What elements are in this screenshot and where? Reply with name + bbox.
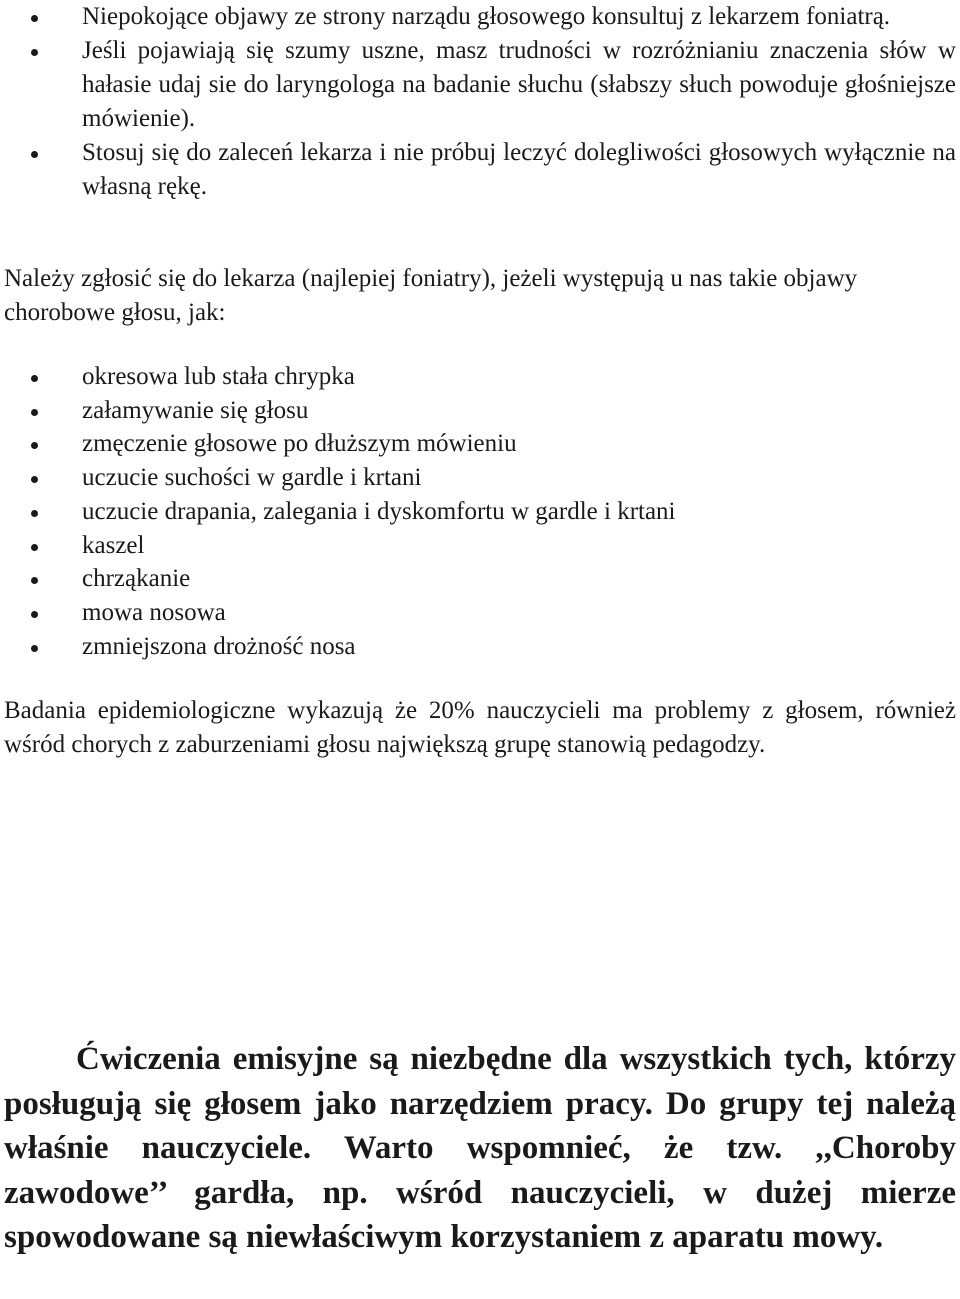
closing-paragraph: Ćwiczenia emisyjne są niezbędne dla wszystkich tych, którzy posługują się głosem jako narzędziem pracy. Do grupy tej należą właśnie nauczyciele. Warto wspomnieć, że tzw. ,,Choroby zawodowe’’ gardła, np. wśród nauczycieli, w dużej mierze spowodowane są niewłaściwym korzystaniem z aparatu mowy.: [4, 1041, 956, 1256]
intro-paragraph: Należy zgłosić się do lekarza (najlepiej foniatry), jeżeli występują u nas takie objawy chorobowe głosu, jak:: [4, 265, 858, 326]
list-item: [4, 34, 956, 136]
symptom-text: zmęczenie głosowe po dłuższym mówieniu: [82, 430, 517, 458]
symptom-text: kaszel: [82, 531, 145, 559]
symptom-item: [4, 495, 956, 529]
symptom-item: [4, 596, 956, 630]
symptom-item: [4, 394, 956, 428]
symptom-item: [4, 562, 956, 596]
bullet-icon: [31, 375, 38, 382]
symptom-text: zmniejszona drożność nosa: [82, 632, 356, 660]
advice-list: [4, 0, 956, 204]
symptom-item: [4, 360, 956, 394]
bullet-icon: [31, 544, 38, 551]
symptom-item: [4, 529, 956, 563]
bullet-icon: [31, 645, 38, 652]
statistics-paragraph: Badania epidemiologiczne wykazują że 20% nauczycieli ma problemy z głosem, również wśród chorych z zaburzeniami głosu największą grupę stanowią pedagodzy.: [4, 697, 956, 758]
symptom-text: uczucie drapania, zalegania i dyskomfortu w gardle i krtani: [82, 497, 676, 525]
bullet-icon: [31, 49, 38, 56]
symptom-item: [4, 427, 956, 461]
bullet-icon: [31, 611, 38, 618]
list-item: [4, 0, 956, 34]
symptom-text: uczucie suchości w gardle i krtani: [82, 464, 422, 492]
bullet-icon: [31, 442, 38, 449]
list-item-text: Niepokojące objawy ze strony narządu głosowego konsultuj z lekarzem foniatrą.: [82, 3, 891, 30]
symptom-text: mowa nosowa: [82, 598, 226, 626]
bullet-icon: [31, 476, 38, 483]
list-item-text: Stosuj się do zaleceń lekarza i nie próbuj leczyć dolegliwości głosowych wyłącznie na własną rękę.: [82, 139, 956, 200]
list-item: [4, 136, 956, 204]
list-item-text: Jeśli pojawiają się szumy uszne, masz trudności w rozróżnianiu znaczenia słów w hałasie udaj sie do laryngologa na badanie słuchu (słabszy słuch powoduje głośniejsze mówienie).: [82, 37, 956, 132]
symptom-item: [4, 461, 956, 495]
bullet-icon: [31, 577, 38, 584]
symptom-item: [4, 630, 956, 664]
bullet-icon: [31, 151, 38, 158]
bullet-icon: [31, 15, 38, 22]
bullet-icon: [31, 510, 38, 517]
symptom-text: załamywanie się głosu: [82, 396, 309, 424]
bullet-icon: [31, 409, 38, 416]
symptom-text: okresowa lub stała chrypka: [82, 363, 355, 390]
symptoms-list: [4, 360, 956, 663]
symptom-text: chrząkanie: [82, 565, 191, 593]
